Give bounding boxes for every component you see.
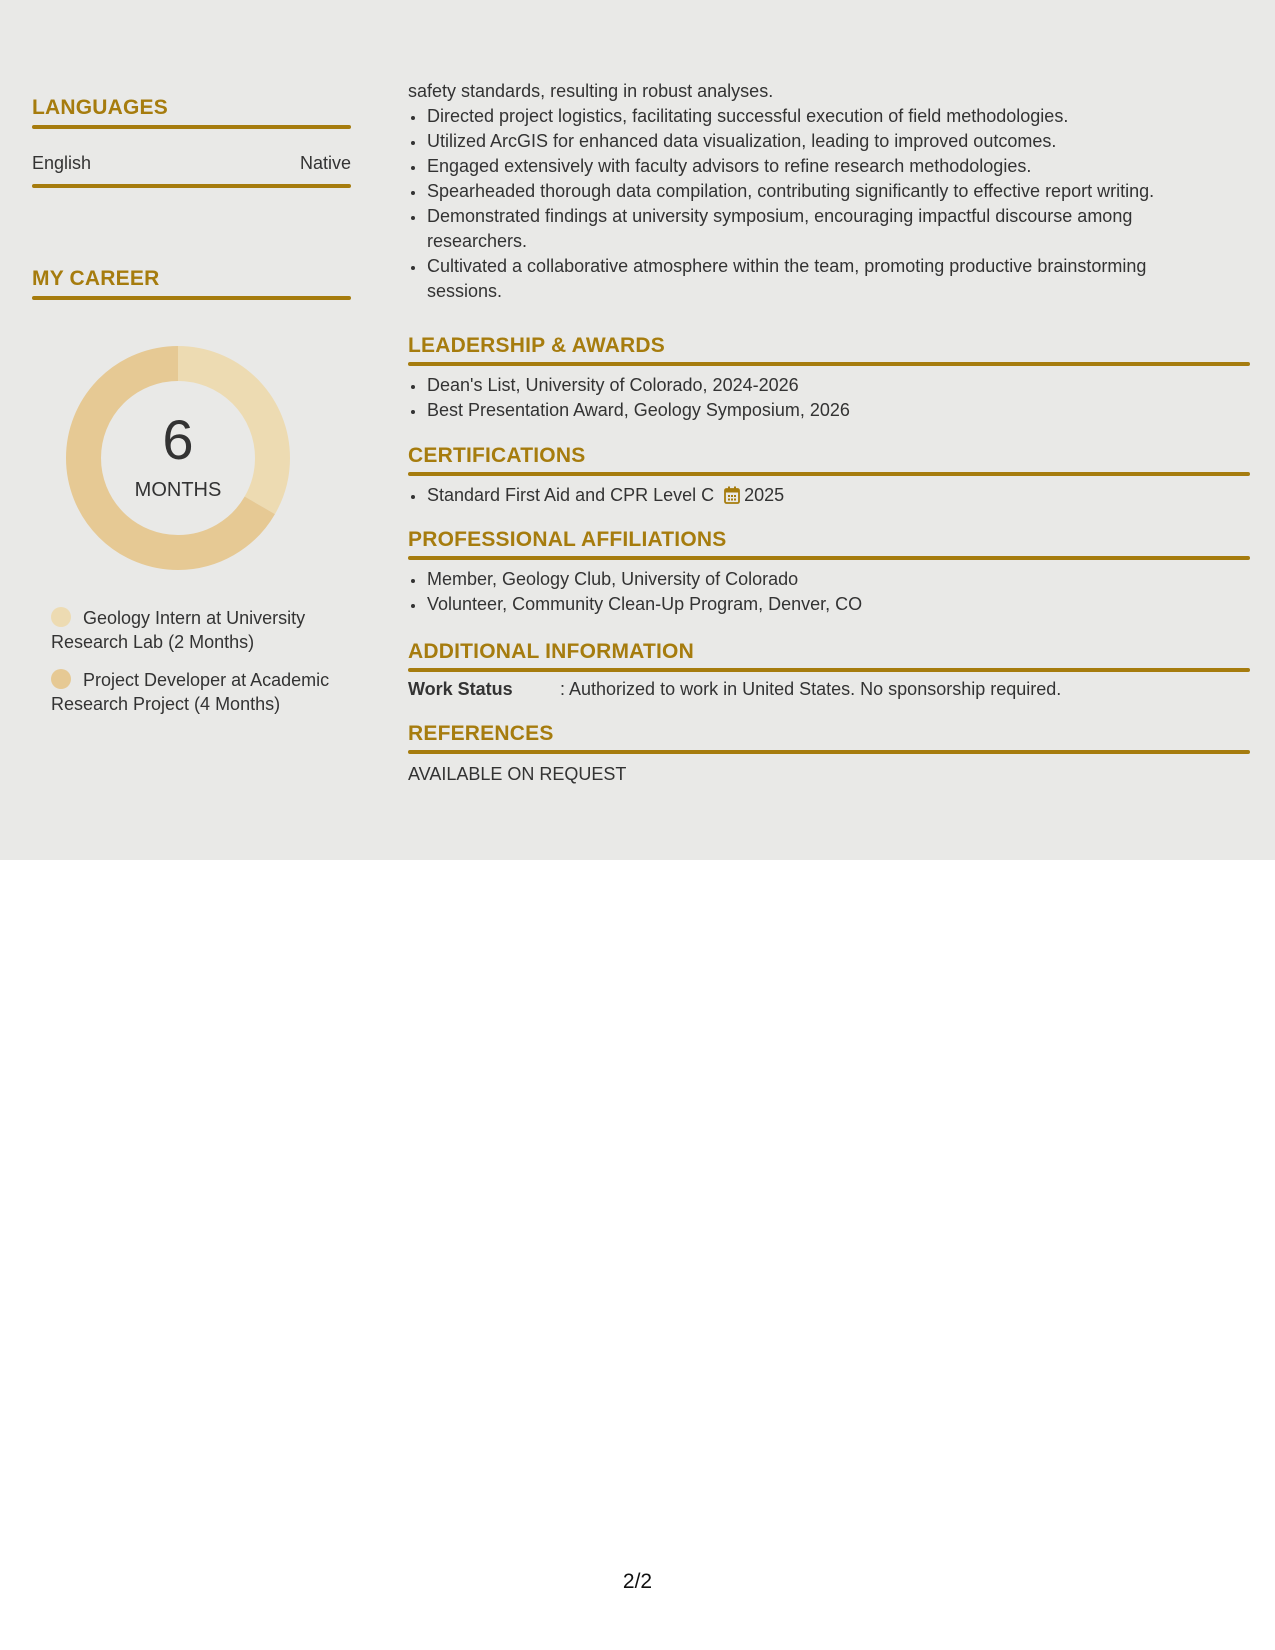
language-level: Native xyxy=(299,153,351,173)
list-item: • Engaged extensively with faculty advisors to refine research methodologies. xyxy=(426,154,1226,179)
list-item: • Volunteer, Community Clean-Up Program, Denver, CO xyxy=(426,592,1268,617)
page-number: 2/2 xyxy=(622,1570,653,1593)
career-title: MY CAREER xyxy=(32,267,160,290)
references-text: AVAILABLE ON REQUEST xyxy=(408,764,627,784)
language-name: English xyxy=(32,153,92,173)
list-item: • Directed project logistics, facilitating successful execution of field methodologies. xyxy=(426,104,1226,129)
list-item: • Best Presentation Award, Geology Symposium, 2026 xyxy=(426,398,1268,423)
affiliations-divider xyxy=(408,556,1250,560)
additional-info-title: ADDITIONAL INFORMATION xyxy=(408,640,694,663)
list-item: • Demonstrated findings at university symposium, encouraging impactful discourse among researchers. xyxy=(426,204,1226,254)
list-item: • Cultivated a collaborative atmosphere within the team, promoting productive brainstorming sessions. xyxy=(426,254,1226,304)
list-item: • Dean's List, University of Colorado, 2024-2026 xyxy=(426,373,1268,398)
list-item: • Utilized ArcGIS for enhanced data visualization, leading to improved outcomes. xyxy=(426,129,1226,154)
list-item: • Member, Geology Club, University of Colorado xyxy=(426,567,1268,592)
career-total-unit: MONTHS xyxy=(134,479,222,501)
certifications-list xyxy=(408,483,1268,511)
affiliations-list xyxy=(408,567,1268,617)
affiliations-title: PROFESSIONAL AFFILIATIONS xyxy=(408,528,727,551)
language-level-bar xyxy=(32,184,351,188)
leadership-title: LEADERSHIP & AWARDS xyxy=(408,334,665,357)
experience-bullets xyxy=(408,104,1226,304)
legend-label: Project Developer at Academic Research Project (4 Months) xyxy=(51,670,330,714)
leadership-list xyxy=(408,373,1268,423)
career-divider xyxy=(32,296,351,300)
career-total-value: 6 xyxy=(162,408,194,471)
calendar-icon xyxy=(724,486,740,511)
career-legend-item xyxy=(51,668,341,716)
list-item xyxy=(426,483,1268,511)
language-item xyxy=(32,151,351,175)
references-divider xyxy=(408,750,1250,754)
legend-dot xyxy=(51,607,71,627)
legend-dot xyxy=(51,669,71,689)
certifications-divider xyxy=(408,472,1250,476)
references-title: REFERENCES xyxy=(408,722,554,745)
certification-name: Standard First Aid and CPR Level C xyxy=(427,485,715,505)
additional-info-divider xyxy=(408,668,1250,672)
leadership-divider xyxy=(408,362,1250,366)
languages-title: LANGUAGES xyxy=(32,96,168,119)
legend-label: Geology Intern at University Research Lab (2 Months) xyxy=(51,608,306,652)
languages-divider xyxy=(32,125,351,129)
career-legend-item xyxy=(51,606,341,654)
list-item: • Spearheaded thorough data compilation, contributing significantly to effective report writing. xyxy=(426,179,1226,204)
work-status-value: : Authorized to work in United States. No sponsorship required. xyxy=(560,679,1062,699)
certification-year: 2025 xyxy=(744,485,785,505)
work-status-row xyxy=(408,677,1250,702)
work-status-label: Work Status xyxy=(408,679,513,699)
experience-continuation: safety standards, resulting in robust analyses. xyxy=(408,81,774,101)
certifications-title: CERTIFICATIONS xyxy=(408,444,586,467)
